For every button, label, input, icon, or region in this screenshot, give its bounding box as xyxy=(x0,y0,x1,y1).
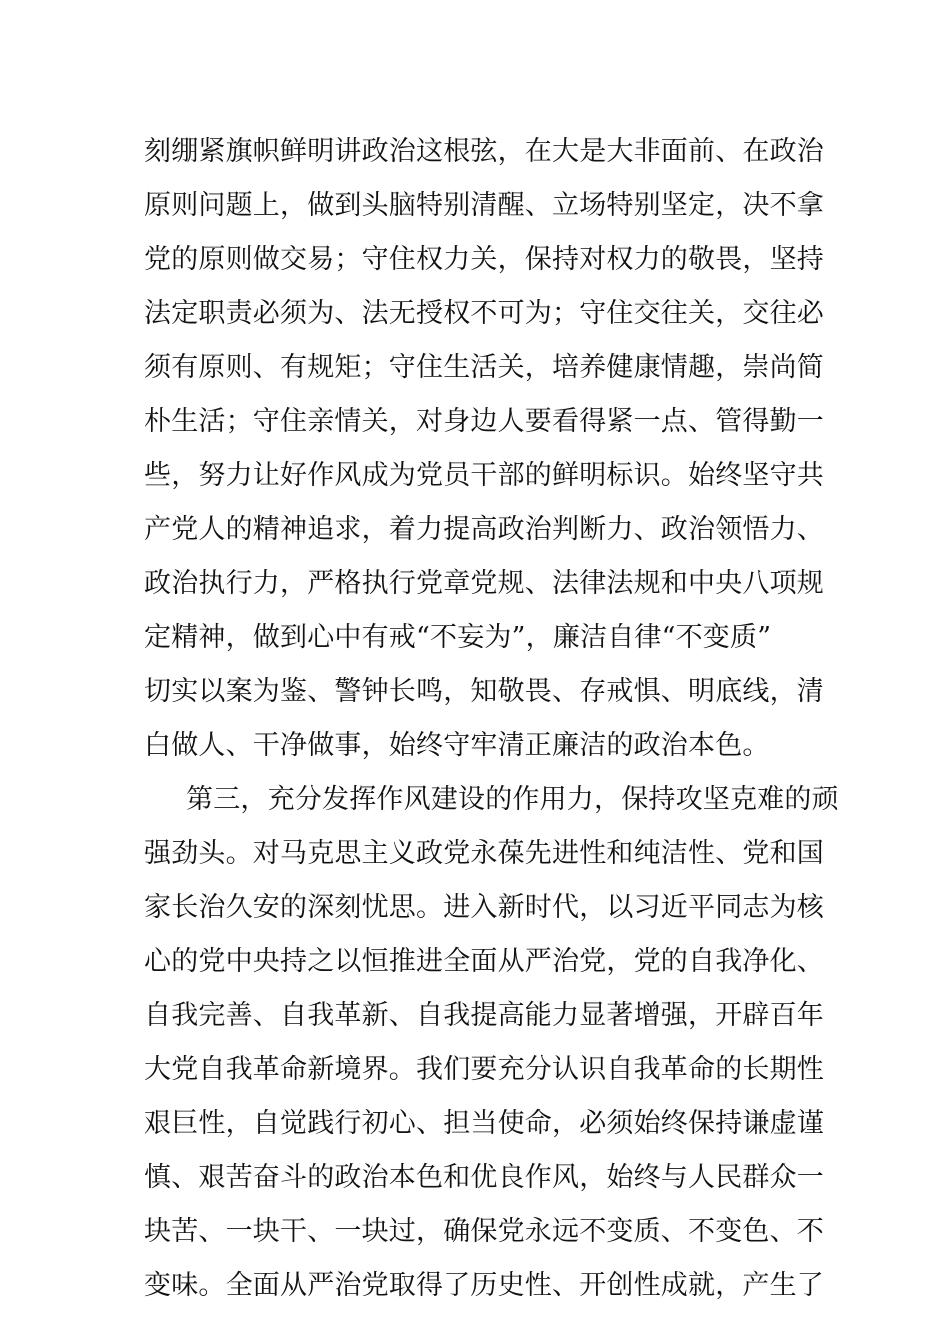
text-line: 须有原则、有规矩；守住生活关，培养健康情趣，崇尚简 xyxy=(144,352,824,383)
text-line: 政治执行力，严格执行党章党规、法律法规和中央八项规 xyxy=(144,568,824,599)
text-line: 强劲头。对马克思主义政党永葆先进性和纯洁性、党和国 xyxy=(144,838,824,869)
text-line: 刻绷紧旗帜鲜明讲政治这根弦，在大是大非面前、在政治 xyxy=(144,136,824,167)
text-line: 定精神，做到心中有戒“不妄为”，廉洁自律“不变质” xyxy=(144,622,772,653)
text-line: 产党人的精神追求，着力提高政治判断力、政治领悟力、 xyxy=(144,514,824,545)
text-line: 原则问题上，做到头脑特别清醒、立场特别坚定，决不拿 xyxy=(144,190,824,221)
text-line: 心的党中央持之以恒推进全面从严治党，党的自我净化、 xyxy=(144,946,824,977)
text-line: 自我完善、自我革新、自我提高能力显著增强，开辟百年 xyxy=(144,1000,824,1031)
text-line: 党的原则做交易；守住权力关，保持对权力的敬畏，坚持 xyxy=(144,244,824,275)
paragraph-first-line: 第三，充分发挥作风建设的作用力，保持攻坚克难的顽 xyxy=(186,784,839,815)
text-line: 朴生活；守住亲情关，对身边人要看得紧一点、管得勤一 xyxy=(144,406,824,437)
text-line: 法定职责必须为、法无授权不可为；守住交往关，交往必 xyxy=(144,298,824,329)
text-line: 慎、艰苦奋斗的政治本色和优良作风，始终与人民群众一 xyxy=(144,1162,824,1193)
text-line: 块苦、一块干、一块过，确保党永远不变质、不变色、不 xyxy=(144,1216,824,1247)
text-line: 切实以案为鉴、警钟长鸣，知敬畏、存戒惧、明底线，清 xyxy=(144,676,824,707)
text-line: 大党自我革命新境界。我们要充分认识自我革命的长期性 xyxy=(144,1054,824,1085)
text-line: 些，努力让好作风成为党员干部的鲜明标识。始终坚守共 xyxy=(144,460,824,491)
text-line: 家长治久安的深刻忧思。进入新时代，以习近平同志为核 xyxy=(144,892,824,923)
text-line: 艰巨性，自觉践行初心、担当使命，必须始终保持谦虚谨 xyxy=(144,1108,824,1139)
text-line: 白做人、干净做事，始终守牢清正廉洁的政治本色。 xyxy=(144,730,770,761)
text-line: 变味。全面从严治党取得了历史性、开创性成就，产生了 xyxy=(144,1270,824,1301)
